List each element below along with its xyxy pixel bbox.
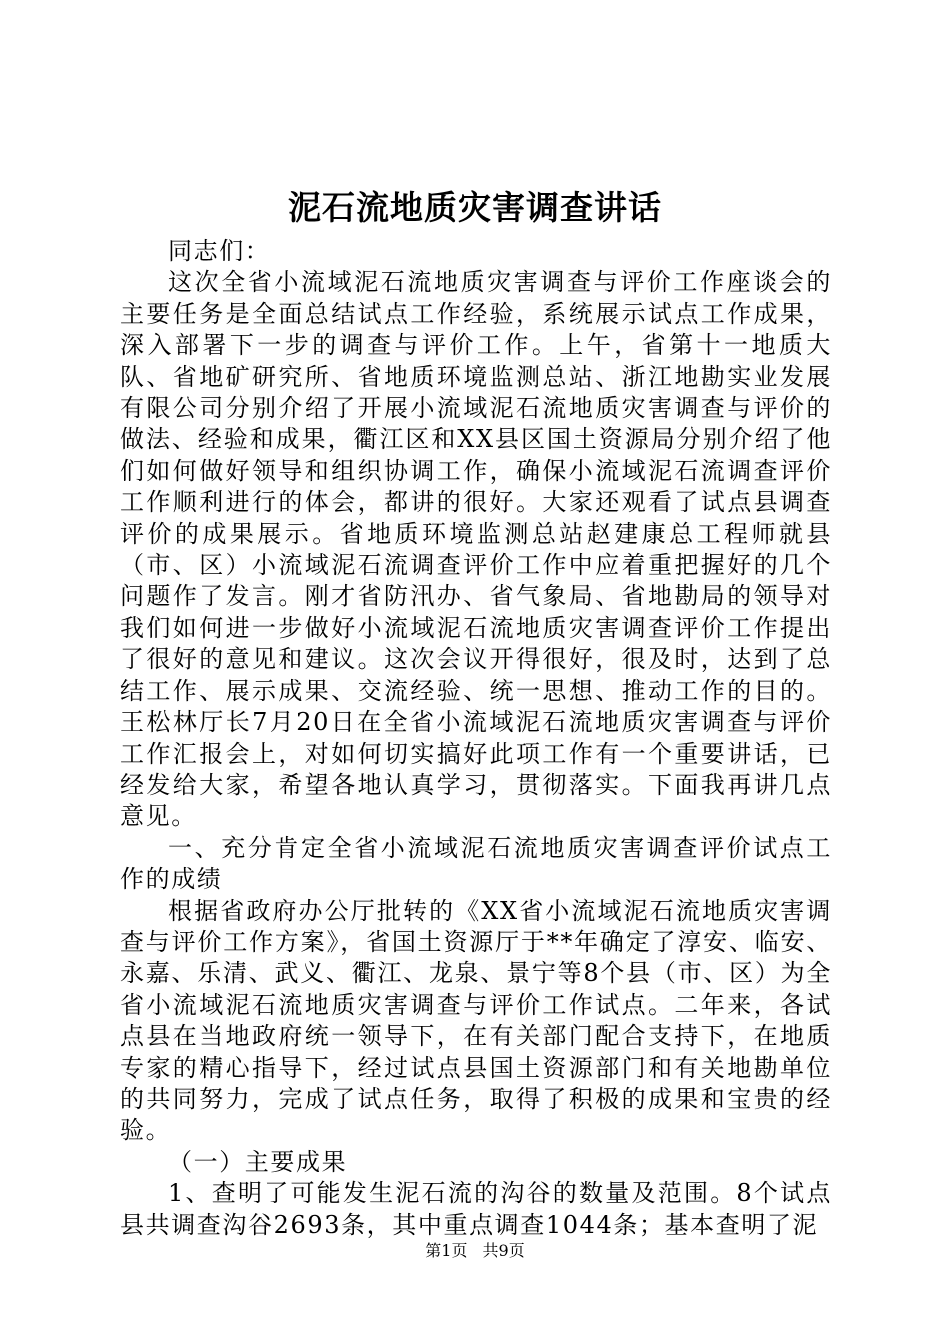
document-title: 泥石流地质灾害调查讲话 [288, 188, 662, 227]
subsection-heading-1: （一）主要成果 [168, 1147, 348, 1176]
page-footer [0, 1240, 950, 1262]
page-number-current: 第1页 [425, 1241, 468, 1260]
document-body [120, 236, 832, 1241]
paragraph-intro: 这次全省小流域泥石流地质灾害调查与评价工作座谈会的主要任务是全面总结试点工作经验，系统展示试点工作成果，深入部署下一步的调查与评价工作。上午，省第十一地质大队、省地矿研究所、省地质环境监测总站、浙江地勘实业发展有限公司分别介绍了开展小流域泥石流地质灾害调查与评价的做法、经验和成果，衢江区和XX县区国土资源局分别介绍了他们如何做好领导和组织协调工作，确保小流域泥石流调查评价工作顺利进行的体会，都讲的很好。大家还观看了试点县调查评价的成果展示。省地质环境监测总站赵建康总工程师就县（市、区）小流域泥石流调查评价工作中应着重把握好的几个问题作了发言。刚才省防汛办、省气象局、省地勘局的领导对我们如何进一步做好小流域泥石流地质灾害调查评价工作提出了很好的意见和建议。这次会议开得很好，很及时，达到了总结工作、展示成果、交流经验、统一思想、推动工作的目的。王松林厅长7月20日在全省小流域泥石流地质灾害调查与评价工作汇报会上，对如何切实搞好此项工作有一个重要讲话，已经发给大家，希望各地认真学习，贯彻落实。下面我再讲几点意见。 [120, 268, 832, 831]
salutation: 同志们： [168, 237, 271, 265]
page-number-total: 共9页 [482, 1241, 525, 1260]
paragraph-background: 根据省政府办公厅批转的《XX省小流域泥石流地质灾害调查与评价工作方案》，省国土资源厅于**年确定了淳安、临安、永嘉、乐清、武义、衢江、龙泉、景宁等8个县（市、区）为全省小流域泥石流地质灾害调查与评价工作试点。二年来，各试点县在当地政府统一领导下，在有关部门配合支持下，在地质专家的精心指导下，经过试点县国土资源部门和有关地勘单位的共同努力，完成了试点任务，取得了积极的成果和宝贵的经验。 [120, 896, 832, 1145]
section-heading-1: 一、充分肯定全省小流域泥石流地质灾害调查评价试点工作的成绩 [120, 833, 832, 894]
paragraph-result-1: 1、查明了可能发生泥石流的沟谷的数量及范围。8个试点县共调查沟谷2693条，其中重点调查1044条；基本查明了泥 [120, 1179, 832, 1239]
